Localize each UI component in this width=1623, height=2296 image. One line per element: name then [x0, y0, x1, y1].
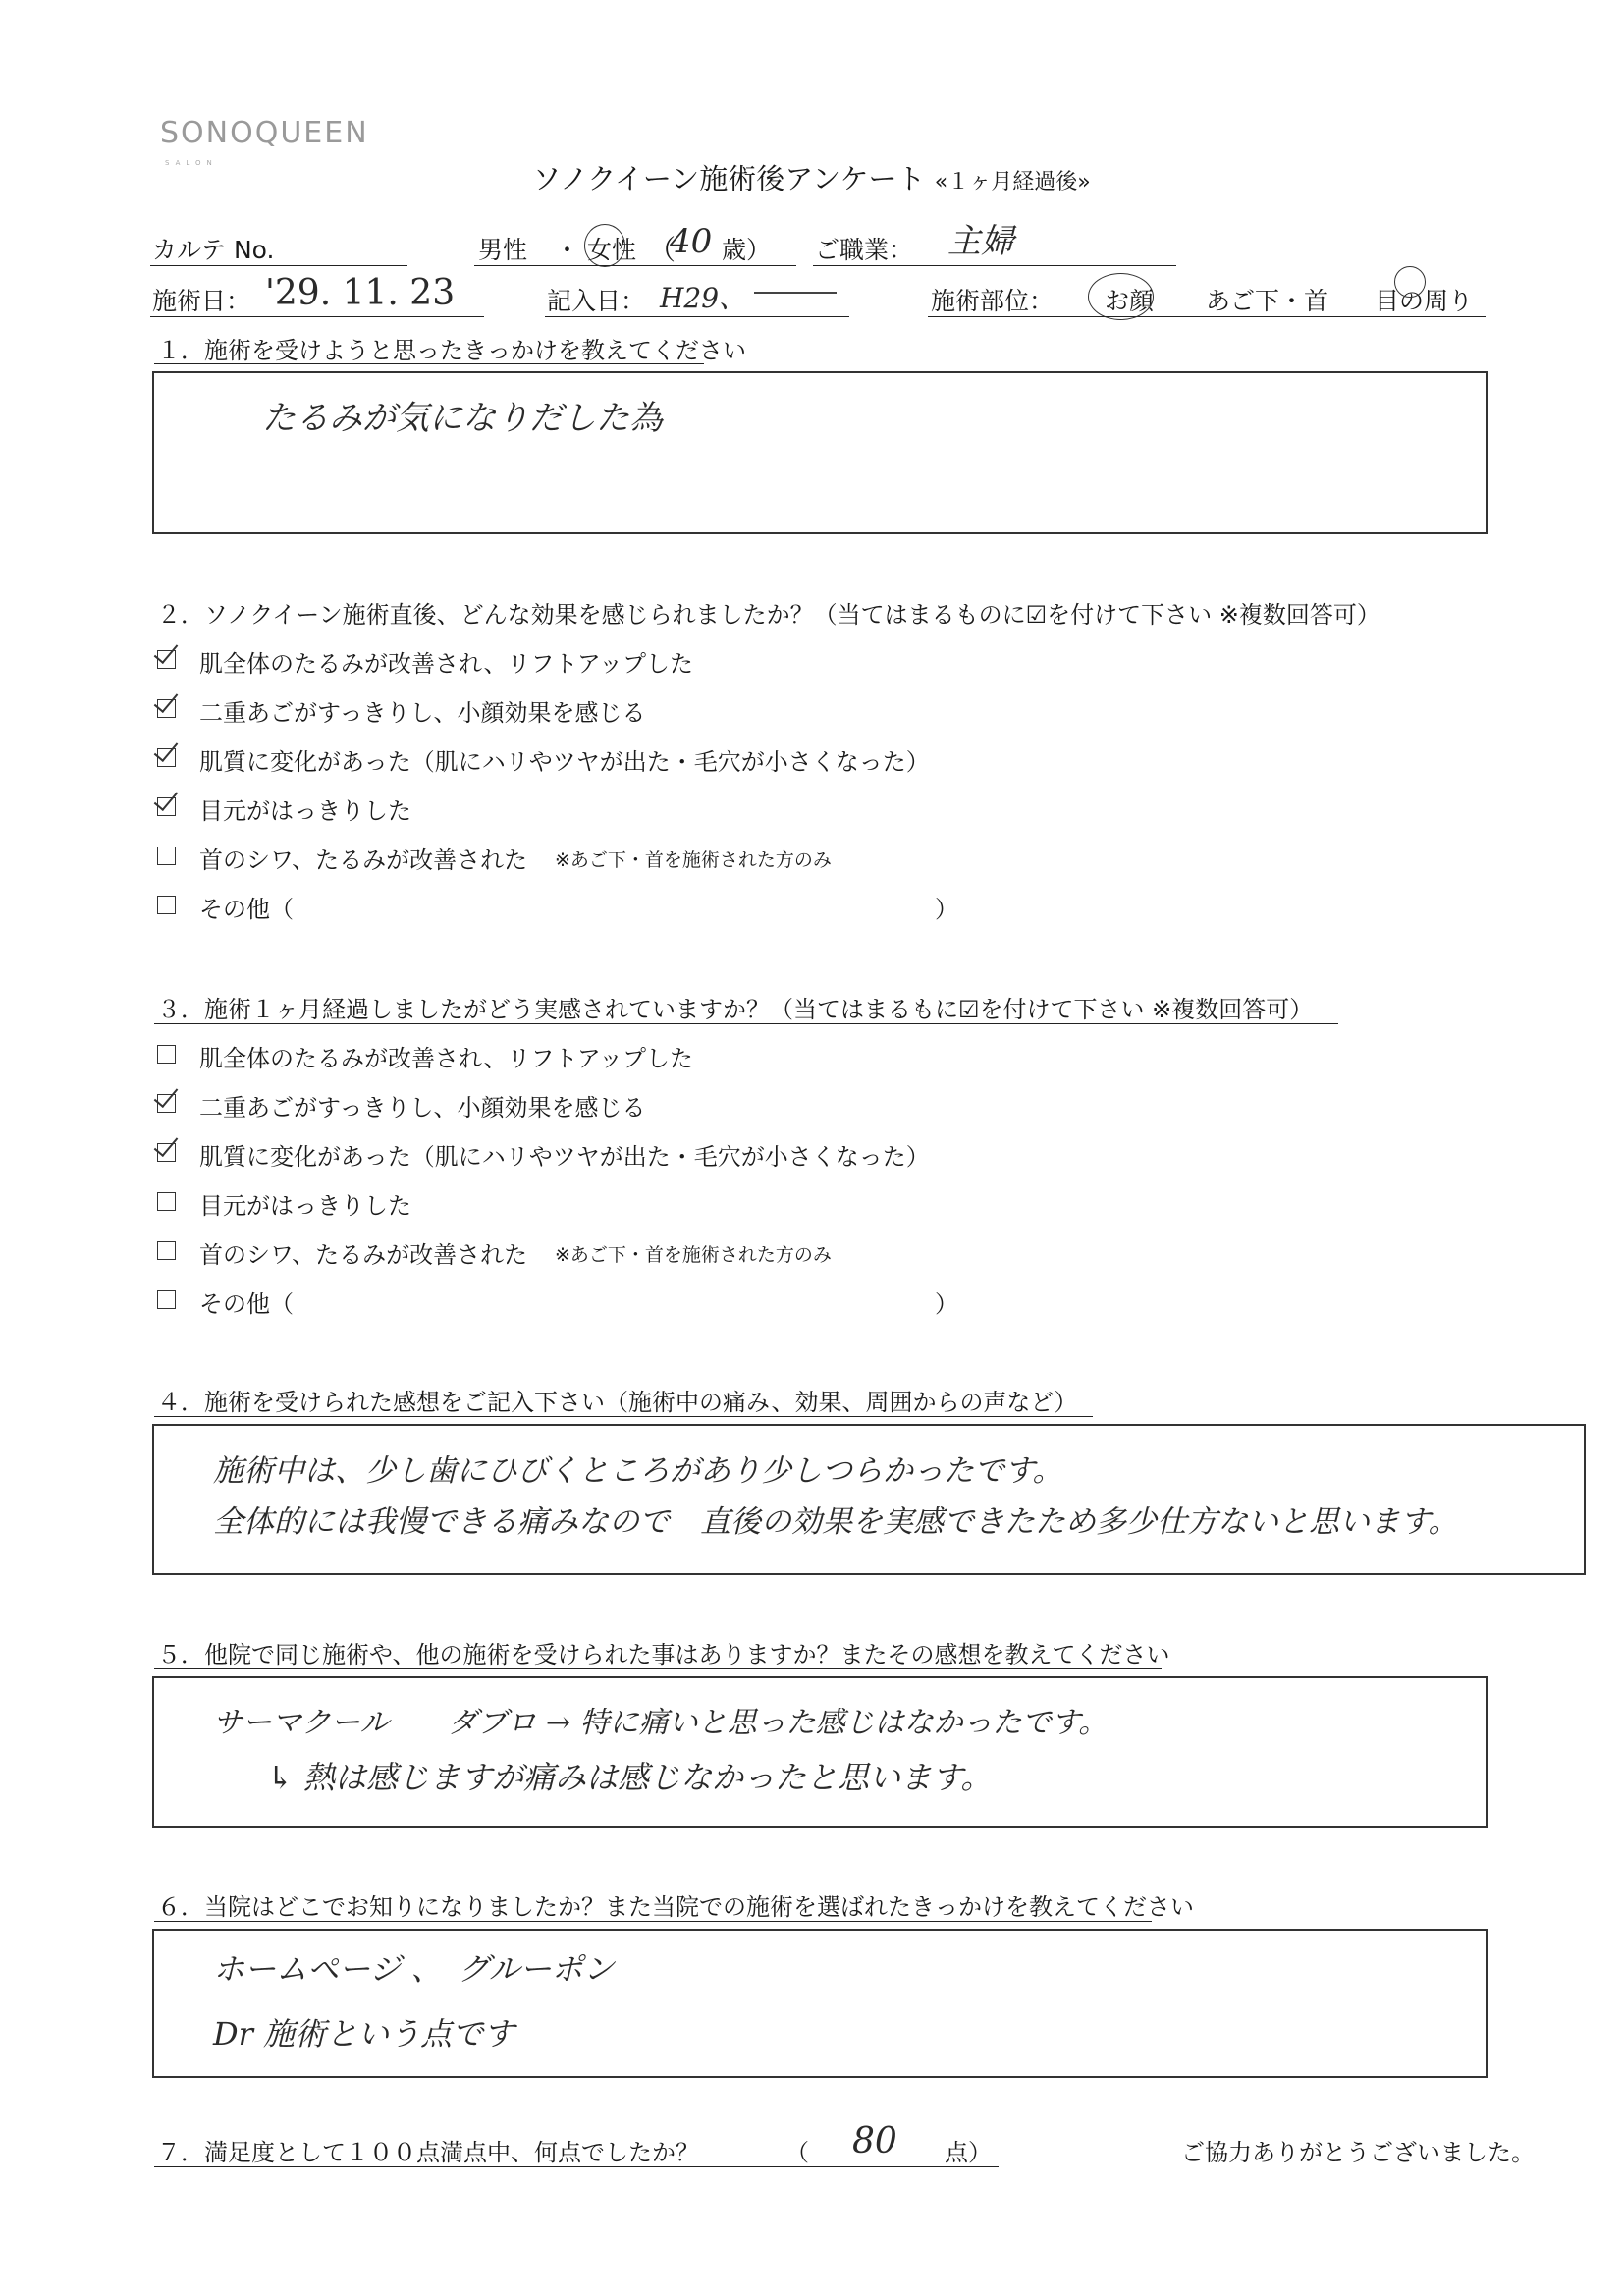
- q2-option-neck-note: ※あご下・首を施術された方のみ: [555, 849, 832, 871]
- brand-logo-sub: SALON: [165, 159, 218, 167]
- q2-checkbox-skin[interactable]: [157, 748, 176, 767]
- q5-label: ５．他院で同じ施術や、他の施術を受けられた事はありますか？またその感想を教えてください: [157, 1641, 1170, 1668]
- q3-option-other: その他（: [199, 1290, 294, 1318]
- entry-date-value[interactable]: H29、: [660, 282, 747, 314]
- treat-date-label: 施術日：: [152, 287, 251, 315]
- age-open: （: [648, 234, 676, 266]
- part-face[interactable]: お顔: [1105, 287, 1155, 315]
- q5-answer-box[interactable]: [152, 1676, 1488, 1828]
- q7-underline: [154, 2166, 999, 2167]
- q6-answer-box[interactable]: [152, 1929, 1488, 2078]
- part-eye[interactable]: 目の周り: [1375, 287, 1474, 315]
- karte-label: カルテ No.: [152, 236, 275, 264]
- q6-answer-line2: Dr 施術という点です: [213, 2015, 515, 2052]
- q3-option-lift: 肌全体のたるみが改善され、リフトアップした: [199, 1045, 694, 1072]
- q2-option-eyes: 目元がはっきりした: [199, 797, 411, 825]
- q2-option-skin: 肌質に変化があった（肌にハリやツヤが出た・毛穴が小さくなった）: [199, 748, 930, 776]
- part-label: 施術部位：: [931, 287, 1055, 315]
- q2-checkbox-neck[interactable]: [157, 847, 176, 865]
- q3-checkbox-other[interactable]: [157, 1290, 176, 1309]
- q3-checkbox-eyes[interactable]: [157, 1192, 176, 1211]
- karte-underline: [150, 265, 407, 266]
- q2-label: ２．ソノクイーン施術直後、どんな効果を感じられましたか？（当てはまるものに☑を付けて下さい ※複数回答可）: [157, 601, 1380, 629]
- q3-checkbox-chin[interactable]: [157, 1094, 176, 1113]
- q2-checkbox-eyes[interactable]: [157, 797, 176, 816]
- entry-date-strikethrough: [754, 292, 837, 294]
- age-close: 歳）: [722, 236, 772, 264]
- q1-answer: たるみが気になりだした為: [262, 399, 663, 438]
- q2-other-close: ）: [935, 896, 958, 923]
- q3-other-close: ）: [935, 1290, 958, 1318]
- q5-answer-line1: サーマクール ダブロ → 特に痛いと思った感じはなかったです。: [213, 1706, 1109, 1740]
- q3-option-skin: 肌質に変化があった（肌にハリやツヤが出た・毛穴が小さくなった）: [199, 1143, 930, 1171]
- q4-label: ４．施術を受けられた感想をご記入下さい（施術中の痛み、効果、周囲からの声など）: [157, 1389, 1078, 1416]
- q1-answer-box[interactable]: [152, 371, 1488, 534]
- q2-checkbox-lift[interactable]: [157, 650, 176, 669]
- entry-date-label: 記入日：: [547, 287, 646, 315]
- q7-label: ７．満足度として１００点満点中、何点でしたか？: [157, 2139, 699, 2166]
- job-underline: [813, 265, 1176, 266]
- q3-label: ３．施術１ヶ月経過しましたがどう実感されていますか？（当てはまるもに☑を付けて下さい ※複数回答可）: [157, 996, 1314, 1023]
- q3-option-eyes: 目元がはっきりした: [199, 1192, 411, 1220]
- q2-option-other: その他（: [199, 896, 294, 923]
- part-jaw[interactable]: あご下・首: [1206, 287, 1329, 315]
- gender-male[interactable]: 男性: [478, 236, 528, 264]
- q3-checkbox-lift[interactable]: [157, 1045, 176, 1064]
- q5-answer-line2: ↳ 熱は感じますが痛みは感じなかったと思います。: [267, 1759, 993, 1796]
- q4-answer-line2: 全体的には我慢できる痛みなので 直後の効果を実感できたため多少仕方ないと思います。: [213, 1504, 1459, 1540]
- q2-checkbox-other[interactable]: [157, 896, 176, 914]
- title-main: ソノクイーン施術後アンケート: [532, 162, 926, 195]
- q2-option-neck: 首のシワ、たるみが改善された: [199, 847, 528, 874]
- entry-date-underline: [545, 316, 849, 317]
- job-label: ご職業：: [815, 236, 914, 264]
- q4-answer-line1: 施術中は、少し歯にひびくところがあり少しつらかったです。: [213, 1453, 1063, 1489]
- q3-option-neck-note: ※あご下・首を施術された方のみ: [555, 1244, 832, 1266]
- treat-date-value[interactable]: '29. 11. 23: [265, 273, 456, 313]
- q7-open: （: [785, 2139, 809, 2166]
- q3-option-neck: 首のシワ、たるみが改善された: [199, 1241, 528, 1269]
- q2-option-chin: 二重あごがすっきりし、小顔効果を感じる: [199, 699, 646, 727]
- q1-underline: [154, 363, 704, 364]
- q6-underline: [154, 1921, 1152, 1922]
- age-value[interactable]: 40: [670, 222, 713, 261]
- q7-score[interactable]: 80: [852, 2121, 897, 2161]
- thanks-text: ご協力ありがとうございました。: [1181, 2139, 1535, 2166]
- q2-checkbox-chin[interactable]: [157, 699, 176, 718]
- q3-checkbox-neck[interactable]: [157, 1241, 176, 1260]
- gender-underline: [474, 265, 796, 266]
- q3-checkbox-skin[interactable]: [157, 1143, 176, 1162]
- q2-option-lift: 肌全体のたるみが改善され、リフトアップした: [199, 650, 694, 678]
- q1-label: １．施術を受けようと思ったきっかけを教えてください: [157, 337, 746, 364]
- gender-female[interactable]: 女性: [587, 236, 637, 264]
- job-value[interactable]: 主婦: [947, 222, 1014, 261]
- page-title: [0, 157, 1623, 197]
- title-sub: «１ヶ月経過後»: [934, 170, 1091, 194]
- treat-date-underline: [150, 316, 484, 317]
- q3-underline: [154, 1023, 1338, 1024]
- part-eye-circle: [1394, 266, 1426, 298]
- gender-separator: ・: [555, 236, 580, 264]
- part-face-circle: [1088, 273, 1154, 320]
- gender-female-circle: [584, 224, 625, 267]
- part-underline: [928, 316, 1486, 317]
- q3-option-chin: 二重あごがすっきりし、小顔効果を感じる: [199, 1094, 646, 1121]
- q7-unit: 点）: [945, 2139, 992, 2166]
- q6-answer-line1: ホームページ 、 グルーポン: [213, 1950, 615, 1988]
- q4-underline: [154, 1416, 1093, 1417]
- q4-answer-box[interactable]: [152, 1424, 1586, 1575]
- brand-logo: SONOQUEEN: [160, 116, 369, 150]
- q6-label: ６．当院はどこでお知りになりましたか？また当院での施術を選ばれたきっかけを教えてください: [157, 1893, 1194, 1921]
- q5-underline: [154, 1668, 1162, 1669]
